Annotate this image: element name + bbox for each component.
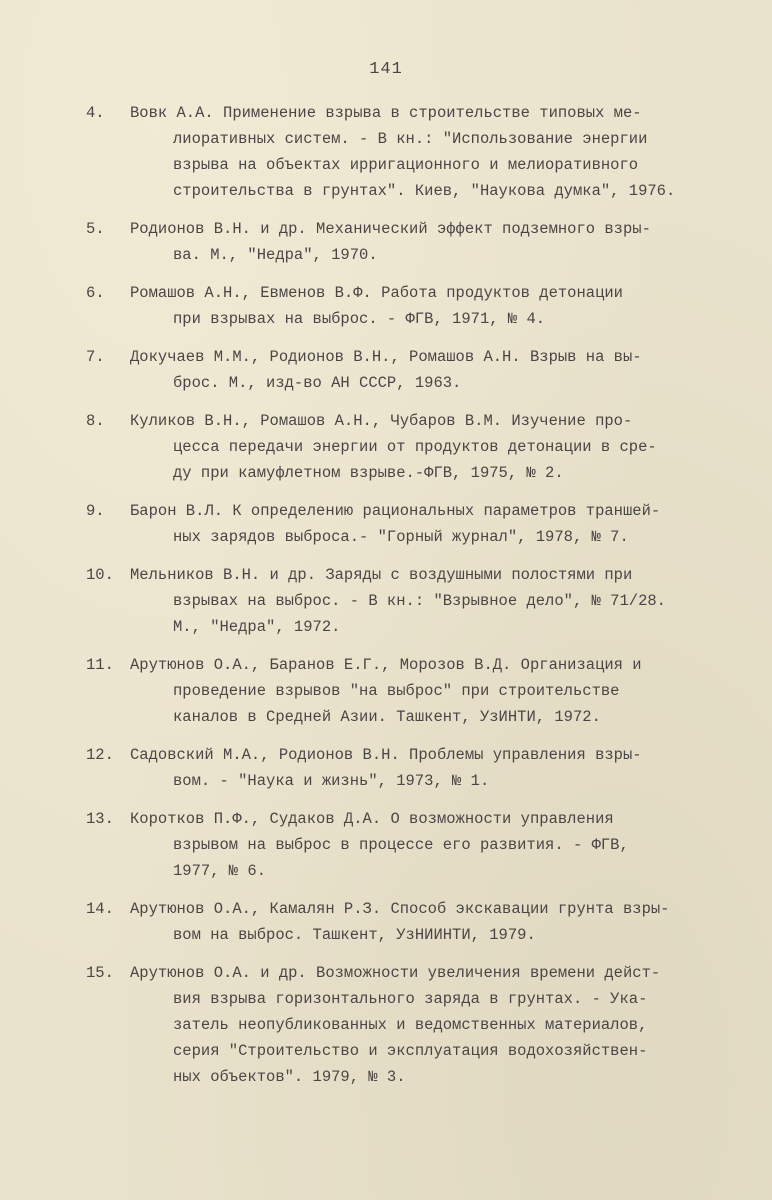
reference-line: ных объектов". 1979, № 3. xyxy=(173,1068,406,1086)
reference-item xyxy=(86,100,766,204)
reference-number: 5. xyxy=(86,220,105,238)
reference-line: взрывах на выброс. - В кн.: "Взрывное дело", № 71/28. xyxy=(173,592,666,610)
reference-item xyxy=(86,216,766,268)
reference-line: проведение взрывов "на выброс" при строительстве xyxy=(173,682,620,700)
reference-item xyxy=(86,562,766,640)
reference-line: Ромашов А.Н., Евменов В.Ф. Работа продуктов детонации xyxy=(130,284,623,302)
reference-number: 14. xyxy=(86,900,114,918)
reference-line: Куликов В.Н., Ромашов А.Н., Чубаров В.М. Изучение про- xyxy=(130,412,633,430)
reference-line: лиоративных систем. - В кн.: "Использование энергии xyxy=(173,130,648,148)
reference-line: Мельников В.Н. и др. Заряды с воздушными полостями при xyxy=(130,566,633,584)
reference-line: 1977, № 6. xyxy=(173,862,267,880)
reference-line: ва. М., "Недра", 1970. xyxy=(173,246,378,264)
reference-line: при взрывах на выброс. - ФГВ, 1971, № 4. xyxy=(173,310,546,328)
reference-line: вом на выброс. Ташкент, УзНИИНТИ, 1979. xyxy=(173,926,536,944)
reference-number: 15. xyxy=(86,964,114,982)
reference-line: брос. М., изд-во АН СССР, 1963. xyxy=(173,374,462,392)
reference-line: Родионов В.Н. и др. Механический эффект подземного взры- xyxy=(130,220,651,238)
reference-line: вия взрыва горизонтального заряда в грунтах. - Ука- xyxy=(173,990,648,1008)
reference-item xyxy=(86,896,766,948)
reference-number: 6. xyxy=(86,284,105,302)
reference-line: М., "Недра", 1972. xyxy=(173,618,341,636)
reference-line: взрыва на объектах ирригационного и мелиоративного xyxy=(173,156,639,174)
reference-line: затель неопубликованных и ведомственных материалов, xyxy=(173,1016,648,1034)
reference-number: 8. xyxy=(86,412,105,430)
reference-item xyxy=(86,498,766,550)
reference-number: 4. xyxy=(86,104,105,122)
reference-item xyxy=(86,742,766,794)
reference-line: взрывом на выброс в процессе его развития. - ФГВ, xyxy=(173,836,629,854)
reference-list xyxy=(86,100,766,1102)
page-number: 141 xyxy=(369,60,403,79)
reference-line: Садовский М.А., Родионов В.Н. Проблемы управления взры- xyxy=(130,746,642,764)
reference-item xyxy=(86,960,766,1090)
reference-number: 13. xyxy=(86,810,114,828)
reference-item xyxy=(86,344,766,396)
reference-line: Коротков П.Ф., Судаков Д.А. О возможности управления xyxy=(130,810,614,828)
reference-number: 9. xyxy=(86,502,105,520)
reference-item xyxy=(86,408,766,486)
reference-line: вом. - "Наука и жизнь", 1973, № 1. xyxy=(173,772,490,790)
reference-number: 10. xyxy=(86,566,114,584)
reference-line: серия "Строительство и эксплуатация водохозяйствен- xyxy=(173,1042,648,1060)
reference-line: Арутюнов О.А., Камалян Р.З. Способ экскавации грунта взры- xyxy=(130,900,670,918)
reference-item xyxy=(86,806,766,884)
reference-number: 12. xyxy=(86,746,114,764)
reference-line: ду при камуфлетном взрыве.-ФГВ, 1975, № 2. xyxy=(173,464,564,482)
reference-line: Барон В.Л. К определению рациональных параметров траншей- xyxy=(130,502,661,520)
reference-line: каналов в Средней Азии. Ташкент, УзИНТИ, 1972. xyxy=(173,708,601,726)
reference-line: ных зарядов выброса.- "Горный журнал", 1978, № 7. xyxy=(173,528,629,546)
reference-item xyxy=(86,652,766,730)
reference-line: Вовк А.А. Применение взрыва в строительстве типовых ме- xyxy=(130,104,642,122)
reference-line: строительства в грунтах". Киев, "Наукова думка", 1976. xyxy=(173,182,676,200)
reference-item xyxy=(86,280,766,332)
reference-number: 11. xyxy=(86,656,114,674)
reference-line: Арутюнов О.А. и др. Возможности увеличения времени дейст- xyxy=(130,964,661,982)
reference-line: Докучаев М.М., Родионов В.Н., Ромашов А.Н. Взрыв на вы- xyxy=(130,348,642,366)
reference-number: 7. xyxy=(86,348,105,366)
reference-line: Арутюнов О.А., Баранов Е.Г., Морозов В.Д. Организация и xyxy=(130,656,642,674)
reference-line: цесса передачи энергии от продуктов детонации в сре- xyxy=(173,438,657,456)
